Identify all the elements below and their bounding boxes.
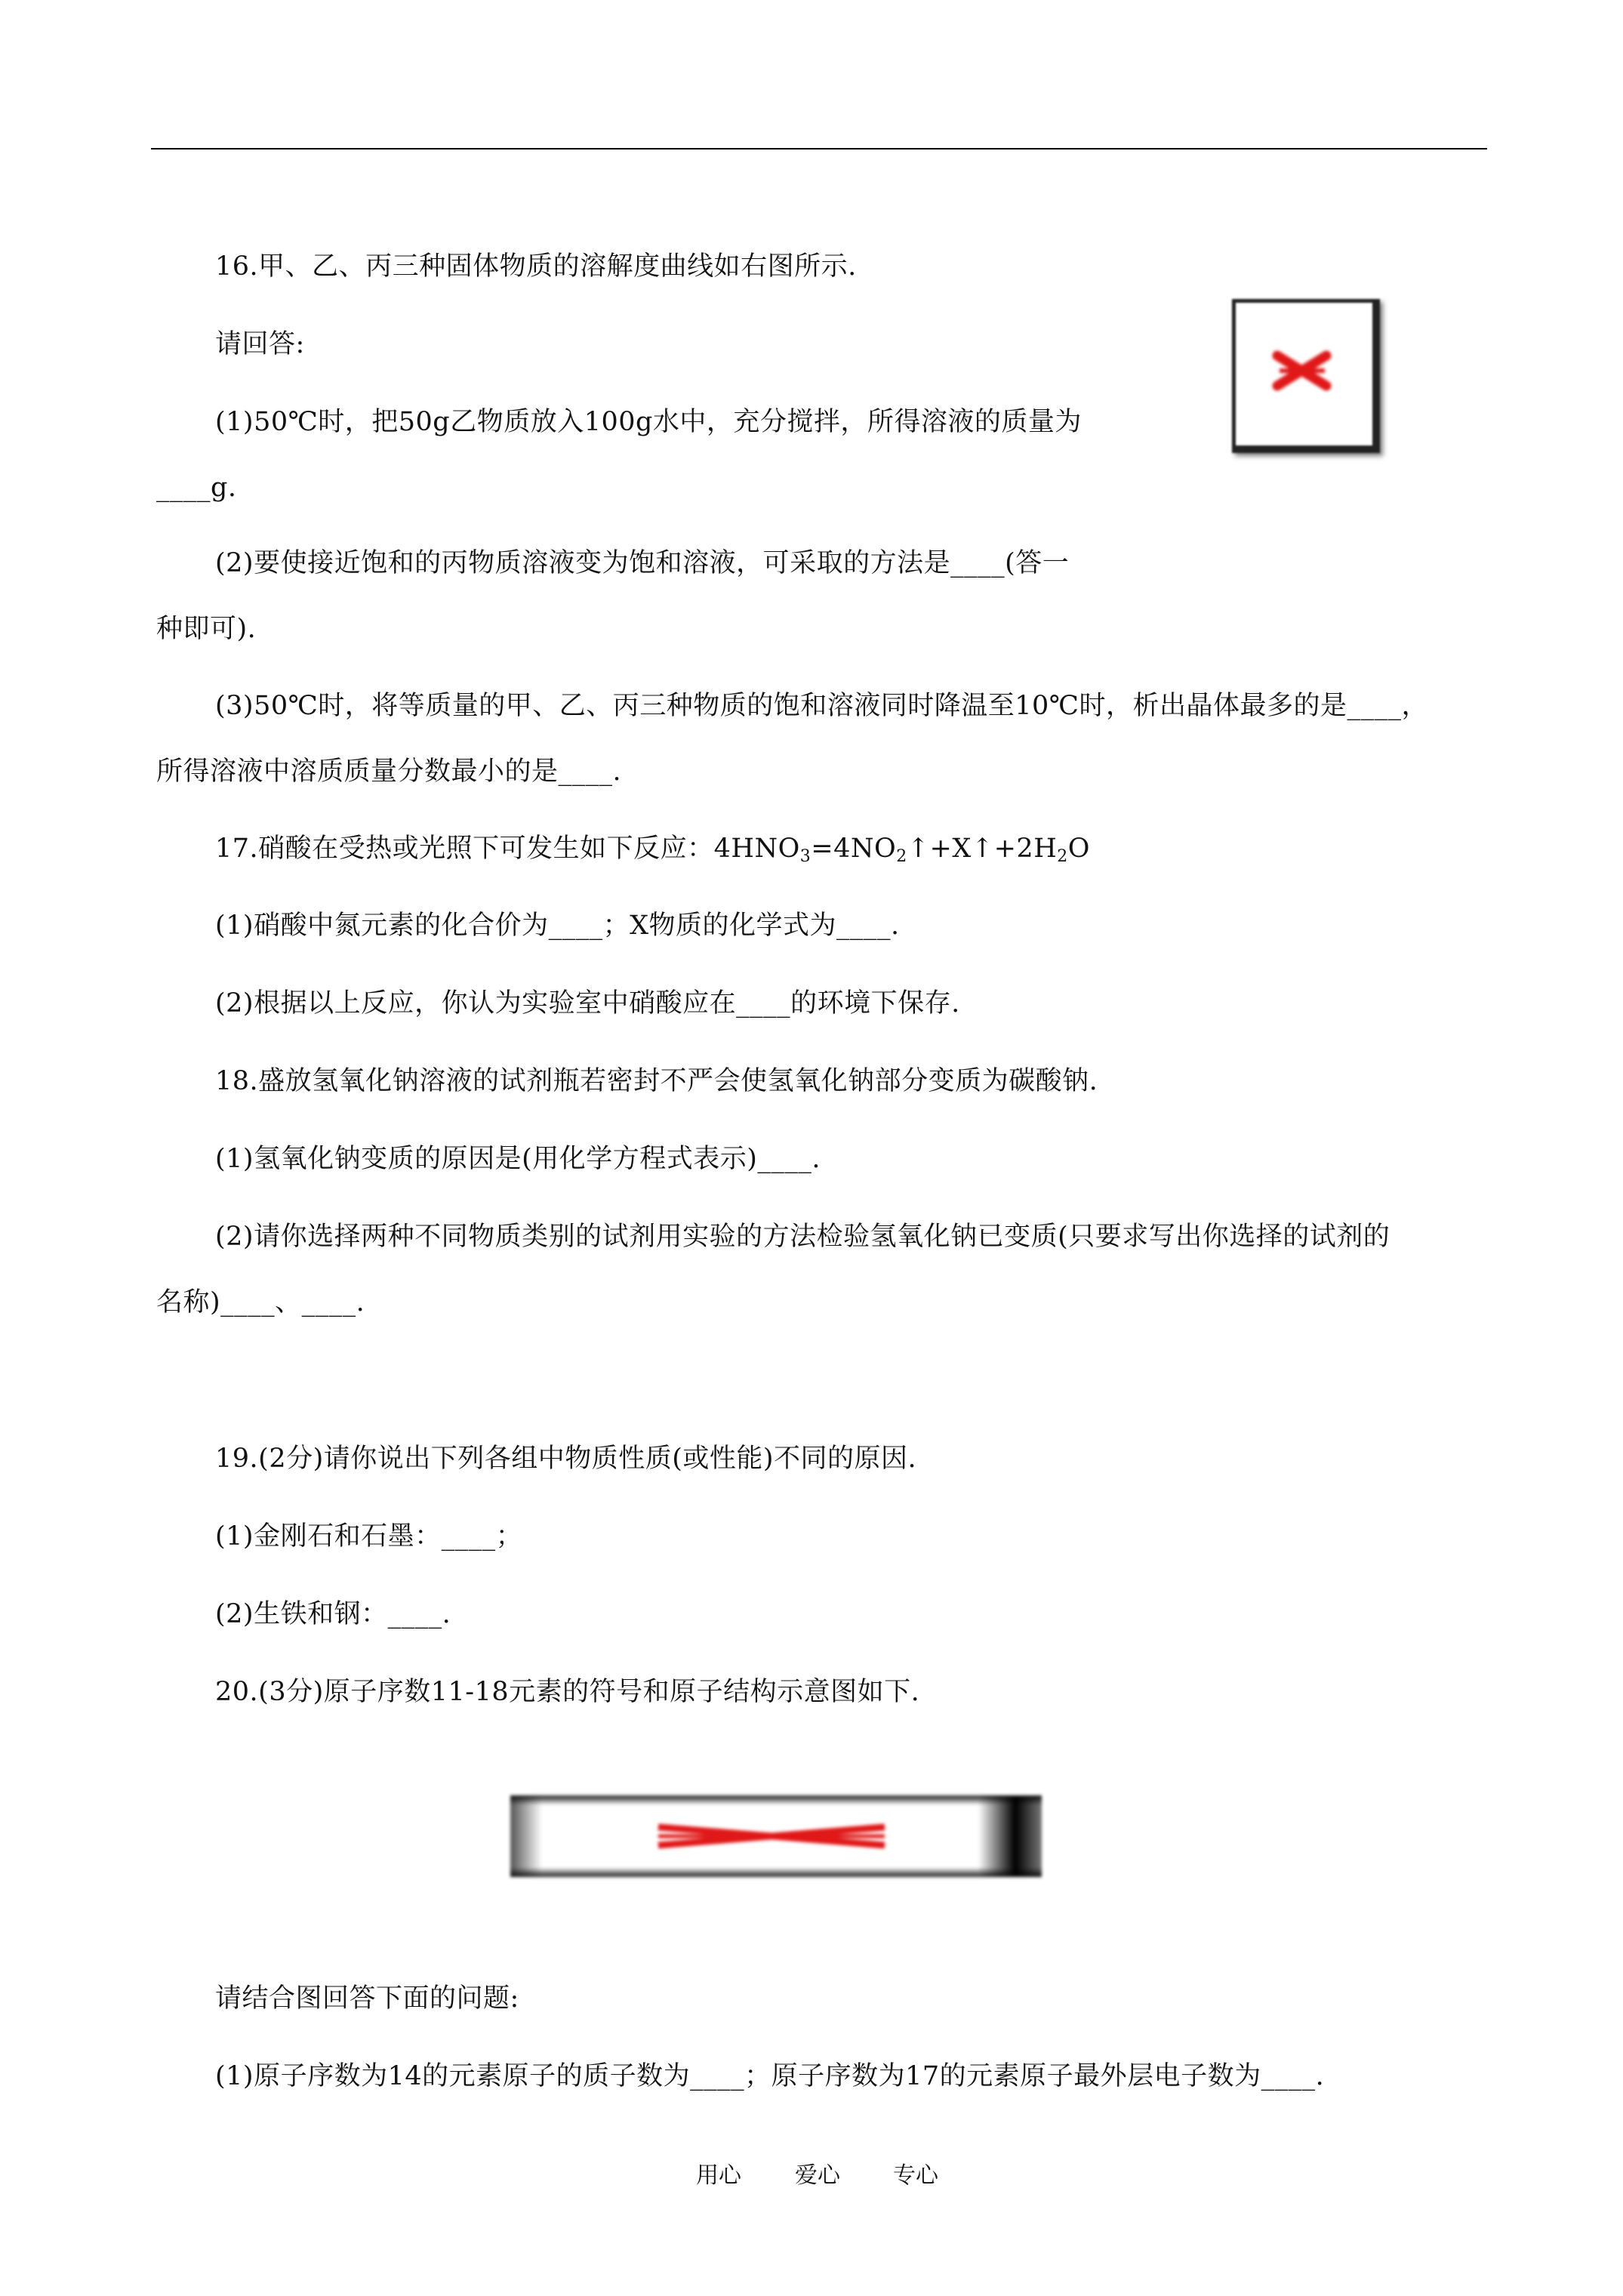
q17-part2: (2)根据以上反应，你认为实验室中硝酸应在____的环境下保存. <box>215 988 960 1019</box>
q20-title: 20.(3分)原子序数11-18元素的符号和原子结构示意图如下. <box>215 1677 920 1707</box>
q16-part3-line2: 所得溶液中溶质质量分数最小的是____. <box>156 757 622 787</box>
broken-image-icon <box>1236 303 1376 445</box>
q18-title: 18.盛放氢氧化钠溶液的试剂瓶若密封不严会使氢氧化钠部分变质为碳酸钠. <box>215 1066 1098 1096</box>
q20-part1: (1)原子序数为14的元素原子的质子数为____；原子序数为17的元素原子最外层电子数为____. <box>215 2061 1325 2091</box>
footer-aixin: 爱心 <box>795 2162 840 2189</box>
q17-title-mid2: ↑+X↑+2H <box>907 834 1058 864</box>
q16-part1-line2: ____g. <box>156 473 237 503</box>
q16-part2-line2: 种即可). <box>156 614 257 644</box>
q20-prompt: 请结合图回答下面的问题: <box>215 1983 519 2014</box>
q18-part2-line2: 名称)____、____. <box>156 1287 365 1318</box>
atomic-structure-broken-image <box>507 1791 1045 1881</box>
q17-sub3: 2 <box>1057 847 1068 866</box>
header-rule <box>151 148 1487 149</box>
footer-yongxin: 用心 <box>696 2162 741 2189</box>
q17-part1: (1)硝酸中氮元素的化合价为____；X物质的化学式为____. <box>215 911 900 941</box>
q18-part1: (1)氢氧化钠变质的原因是(用化学方程式表示)____. <box>215 1144 821 1174</box>
q17-title-end: O <box>1067 834 1090 864</box>
q16-title: 16.甲、乙、丙三种固体物质的溶解度曲线如右图所示. <box>215 251 857 282</box>
q16-part3-line1: (3)50℃时，将等质量的甲、乙、丙三种物质的饱和溶液同时降温至10℃时，析出晶体最多的是____， <box>215 691 1428 721</box>
q17-sub1: 3 <box>799 847 812 866</box>
q19-title: 19.(2分)请你说出下列各组中物质性质(或性能)不同的原因. <box>215 1444 917 1474</box>
q19-part1: (1)金刚石和石墨：____； <box>215 1521 523 1552</box>
q17-title-mid: =4NO <box>811 834 897 864</box>
solubility-figure-broken-image <box>1232 299 1380 453</box>
q16-part1-line1: (1)50℃时，把50g乙物质放入100g水中，充分搅拌，所得溶液的质量为 <box>215 407 1082 437</box>
broken-image-icon <box>507 1791 1045 1881</box>
q17-sub2: 2 <box>896 847 907 866</box>
q16-part2-line1: (2)要使接近饱和的丙物质溶液变为饱和溶液，可采取的方法是____(答一 <box>215 548 1070 578</box>
q17-title-pre: 17.硝酸在受热或光照下可发生如下反应：4HNO <box>215 834 800 864</box>
q19-part2: (2)生铁和钢：____. <box>215 1599 451 1629</box>
q16-prompt: 请回答: <box>215 329 305 359</box>
footer-zhuanxin: 专心 <box>893 2162 938 2189</box>
q18-part2-line1: (2)请你选择两种不同物质类别的试剂用实验的方法检验氢氧化钠已变质(只要求写出你选择的试剂的 <box>215 1222 1390 1252</box>
q17-title <box>215 831 1090 866</box>
